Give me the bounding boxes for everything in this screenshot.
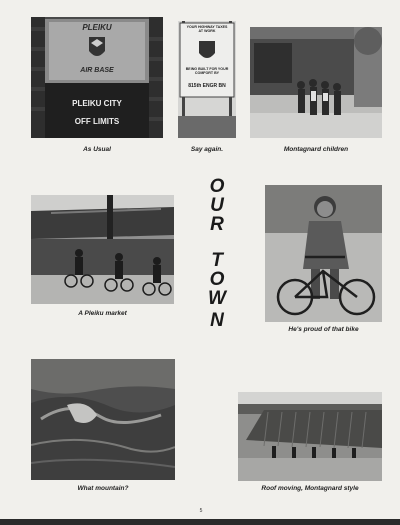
scan-bottom-edge [0,519,400,525]
page-number: 5 [199,508,203,514]
caption-montagnard-children: Montagnard children [283,146,349,153]
photo-road-sign [178,21,236,138]
off-limits-line1: PLEIKU CITY [72,99,122,108]
roof-image [238,392,382,481]
mountain-image [31,359,175,480]
caption-bike: He's proud of that bike [288,326,359,333]
title-letter-o: O [209,176,225,197]
air-base-sign-bottom: AIR BASE [80,67,114,74]
photo-pleiku-market [31,195,174,304]
road-sign-line3: 815th ENGR BN [188,83,226,89]
caption-mountain: What mountain? [77,485,129,492]
caption-road-sign: Say again. [190,146,224,153]
road-sign-line2: BEING BUILT FOR YOUR COMFORT BY [185,67,229,76]
bike-image [265,185,382,322]
title-letter-o2: O [209,269,225,290]
air-base-sign-top: PLEIKU [82,23,112,32]
title-letter-r: R [210,214,224,235]
market-image [31,195,174,304]
photo-montagnard-children [250,27,382,138]
caption-roof-moving: Roof moving, Montagnard style [261,485,359,492]
title-letter-t: T [211,250,223,271]
road-sign-line1: YOUR HIGHWAY TAXES AT WORK [186,25,228,34]
photo-air-base-sign [31,17,163,138]
caption-pleiku-market: A Pleiku market [78,310,127,317]
photo-roof-moving [238,392,382,481]
children-image [250,27,382,138]
title-letter-n: N [210,310,224,331]
title-letter-w: W [208,288,226,309]
road-sign-image [178,21,236,138]
photo-bike [265,185,382,322]
off-limits-line2: OFF LIMITS [74,117,120,126]
title-letter-u: U [210,195,224,216]
caption-air-base-sign: As Usual [83,146,111,153]
photo-mountain [31,359,175,480]
